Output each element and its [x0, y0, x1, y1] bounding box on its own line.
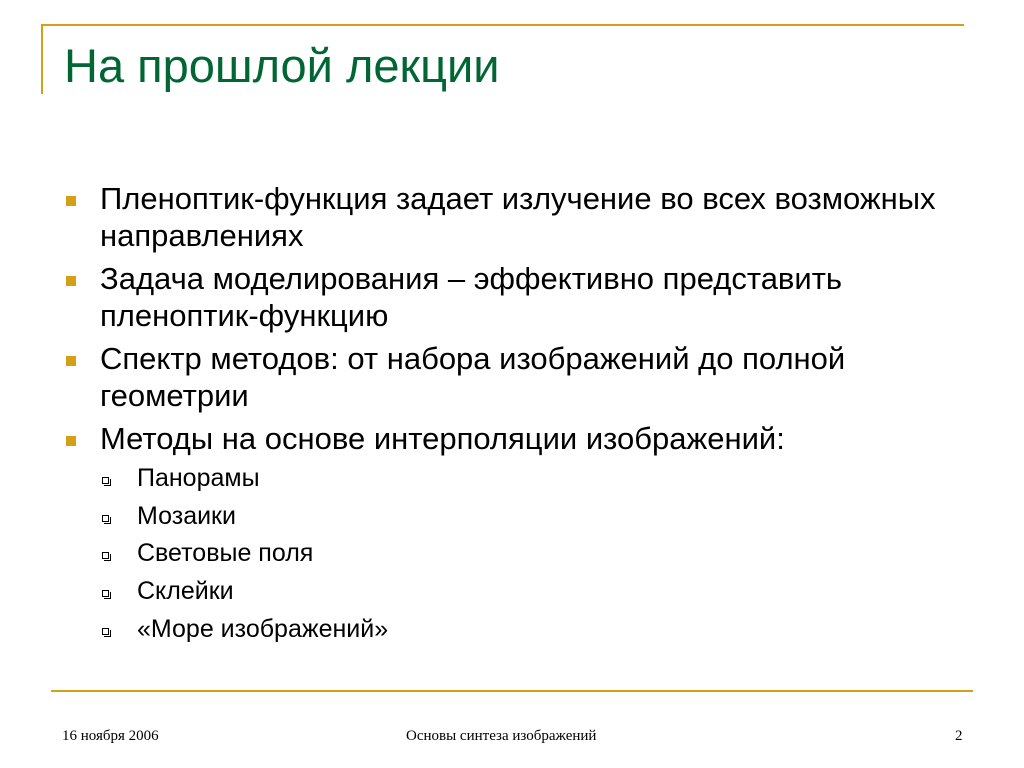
frame-top-line [41, 24, 964, 26]
bullet-item: Пленоптик-функция задает излучение во всех возможных направлениях [100, 181, 936, 253]
footer-course-title: Основы синтеза изображений [406, 728, 597, 744]
bullet-item: Спектр методов: от набора изображений до полной геометрии [100, 341, 846, 413]
sub-bullet-item: Склейки [137, 577, 234, 605]
sub-bullet-item: Панорамы [137, 464, 260, 492]
sub-bullet-marker-icon [102, 628, 109, 635]
sub-bullet-marker-icon [102, 552, 109, 559]
sub-bullet-item: Световые поля [137, 539, 314, 567]
sub-bullet-marker-icon [102, 590, 109, 597]
bullet-item: Задача моделирования – эффективно представить пленоптик-функцию [100, 261, 843, 333]
footer-date: 16 ноября 2006 [62, 728, 159, 744]
bullet-marker-icon [66, 276, 76, 286]
slide-title: На прошлой лекции [64, 39, 500, 92]
frame-left-line [41, 24, 43, 94]
bullet-marker-icon [66, 196, 76, 206]
sub-bullet-marker-icon [102, 515, 109, 522]
footer-divider [51, 690, 973, 692]
sub-bullet-item: Мозаики [137, 502, 236, 530]
footer-page-number: 2 [955, 728, 963, 744]
bullet-marker-icon [66, 436, 76, 446]
sub-bullet-item: «Море изображений» [137, 615, 389, 643]
bullet-marker-icon [66, 356, 76, 366]
sub-bullet-marker-icon [102, 477, 109, 484]
bullet-item: Методы на основе интерполяции изображений: [100, 421, 785, 456]
